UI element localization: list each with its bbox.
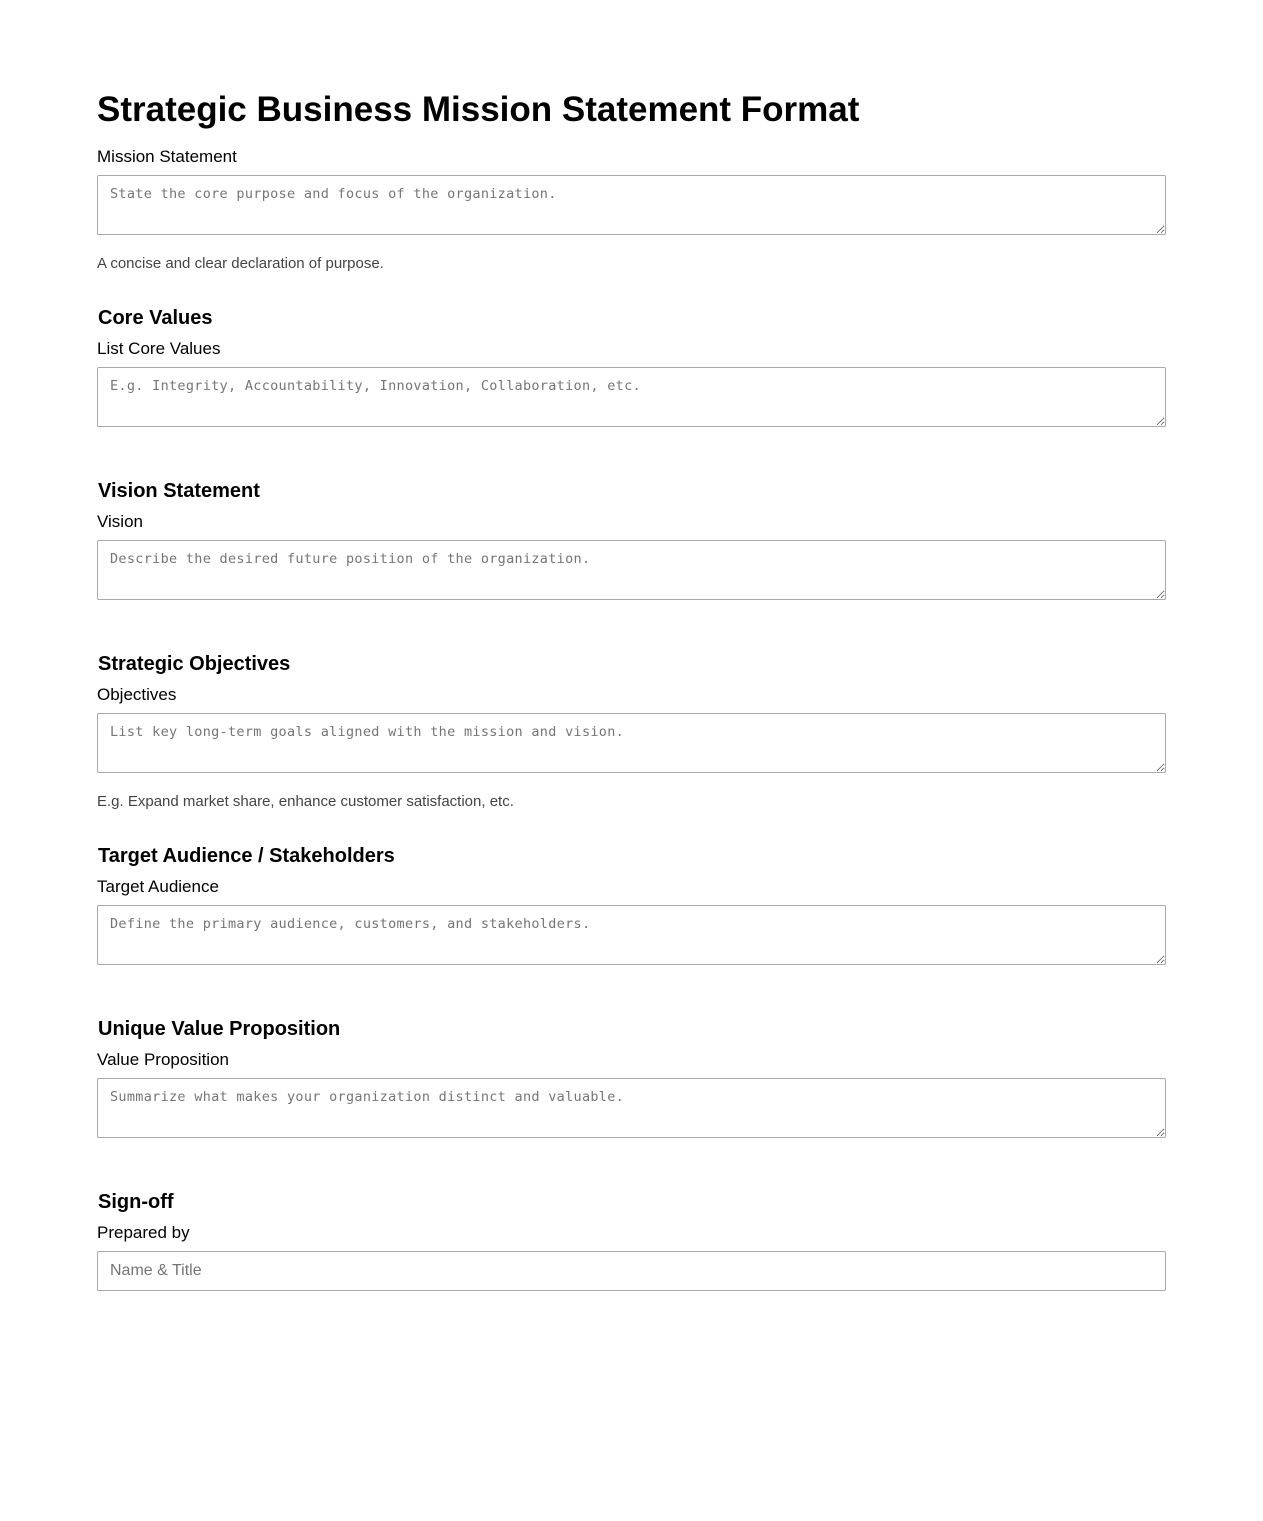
- objectives-heading: Strategic Objectives: [98, 653, 291, 675]
- objectives-section: [97, 652, 1166, 811]
- core-values-heading: Core Values: [98, 307, 213, 329]
- value-prop-label: Value Proposition: [97, 1050, 229, 1069]
- core-values-textarea[interactable]: [97, 367, 1166, 427]
- vision-section: [97, 479, 1166, 600]
- objectives-textarea[interactable]: [97, 713, 1166, 773]
- mission-help: A concise and clear declaration of purpose.: [97, 255, 384, 272]
- form: [97, 0, 1166, 1521]
- value-prop-section: [97, 1017, 1166, 1138]
- signoff-heading: Sign-off: [98, 1191, 174, 1213]
- vision-textarea[interactable]: [97, 540, 1166, 600]
- core-values-label: List Core Values: [97, 339, 221, 358]
- audience-section: [97, 844, 1166, 965]
- vision-heading: Vision Statement: [98, 480, 260, 502]
- page-title: Strategic Business Mission Statement Format: [97, 90, 860, 129]
- objectives-label: Objectives: [97, 685, 177, 704]
- prepared-by-input[interactable]: [97, 1251, 1166, 1291]
- audience-textarea[interactable]: [97, 905, 1166, 965]
- mission-textarea[interactable]: [97, 175, 1166, 235]
- mission-label: Mission Statement: [97, 147, 237, 166]
- objectives-help: E.g. Expand market share, enhance customer satisfaction, etc.: [97, 793, 514, 810]
- audience-label: Target Audience: [97, 877, 219, 896]
- prepared-by-label: Prepared by: [97, 1223, 190, 1242]
- vision-label: Vision: [97, 512, 143, 531]
- audience-heading: Target Audience / Stakeholders: [98, 845, 395, 867]
- value-prop-heading: Unique Value Proposition: [98, 1018, 341, 1040]
- value-prop-textarea[interactable]: [97, 1078, 1166, 1138]
- core-values-section: [97, 306, 1166, 427]
- signoff-section: [97, 1190, 1166, 1291]
